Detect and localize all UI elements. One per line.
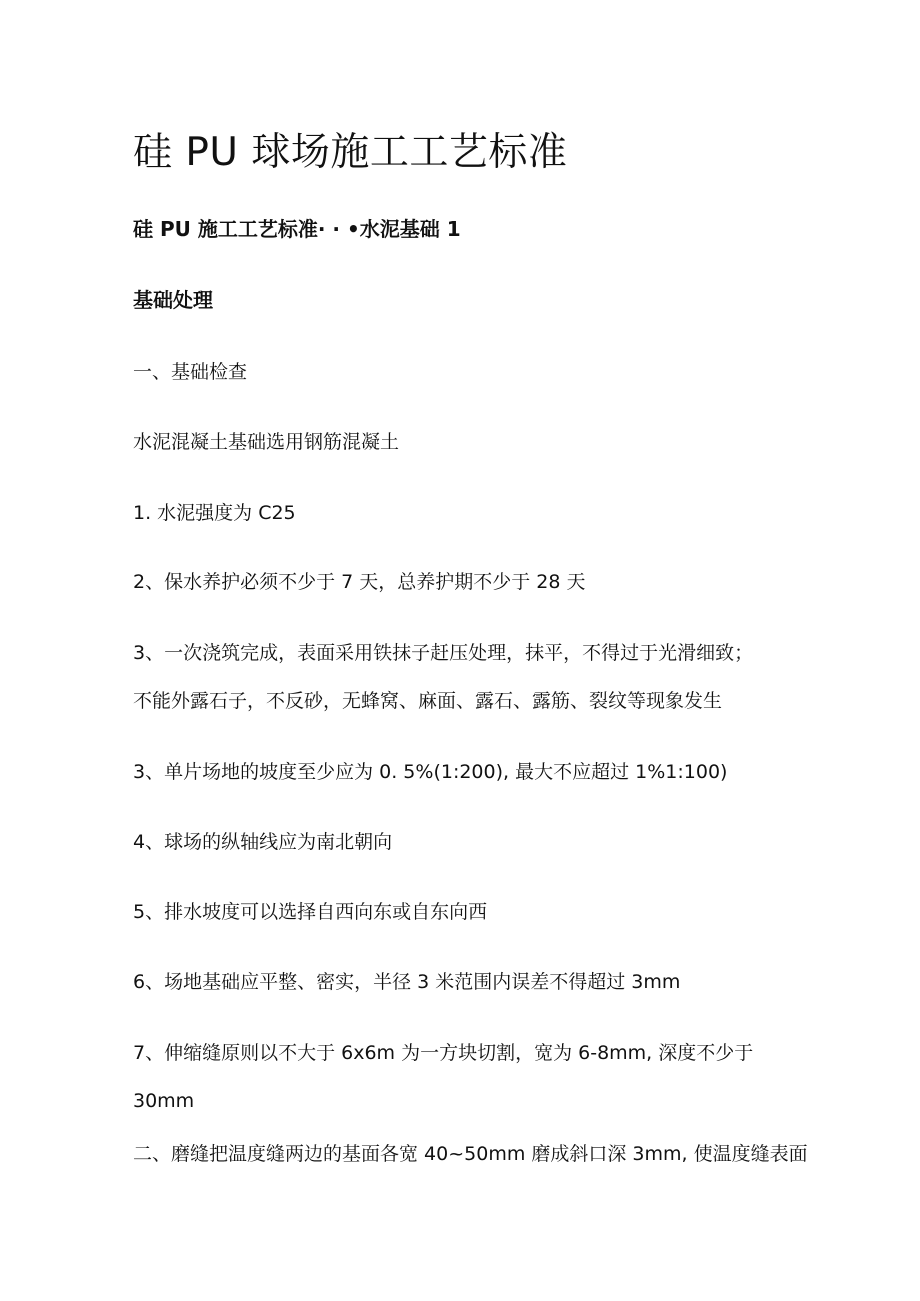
text-line-12: 30mm: [133, 1090, 195, 1112]
text-line-11: 7、伸缩缝原则以不大于 6x6m 为一方块切割，宽为 6-8mm, 深度不少于: [133, 1042, 754, 1064]
text-line-8: 4、球场的纵轴线应为南北朝向: [133, 831, 393, 853]
text-line-4: 2、保水养护必须不少于 7 天，总养护期不少于 28 天: [133, 571, 586, 593]
document-heading: 硅 PU 施工工艺标准· · •水泥基础 1: [133, 217, 461, 241]
text-line-1: 一、基础检查: [133, 361, 248, 383]
text-line-9: 5、排水坡度可以选择自西向东或自东向西: [133, 901, 488, 923]
text-line-7: 3、单片场地的坡度至少应为 0. 5%(1:200), 最大不应超过 1%1:100): [133, 761, 728, 783]
text-line-5: 3、一次浇筑完成，表面采用铁抹子赶压处理，抹平，不得过于光滑细致；: [133, 642, 754, 664]
text-line-13: 二、磨缝把温度缝两边的基面各宽 40~50mm 磨成斜口深 3mm, 使温度缝表面: [133, 1143, 808, 1165]
section-heading: 基础处理: [133, 288, 213, 312]
document-title: 硅 PU 球场施工工艺标准: [133, 130, 568, 175]
text-line-10: 6、场地基础应平整、密实，半径 3 米范围内误差不得超过 3mm: [133, 971, 681, 993]
text-line-6: 不能外露石子，不反砂，无蜂窝、麻面、露石、露筋、裂纹等现象发生: [133, 690, 723, 712]
text-line-3: 1. 水泥强度为 C25: [133, 502, 296, 524]
text-line-2: 水泥混凝土基础选用钢筋混凝土: [133, 431, 400, 453]
